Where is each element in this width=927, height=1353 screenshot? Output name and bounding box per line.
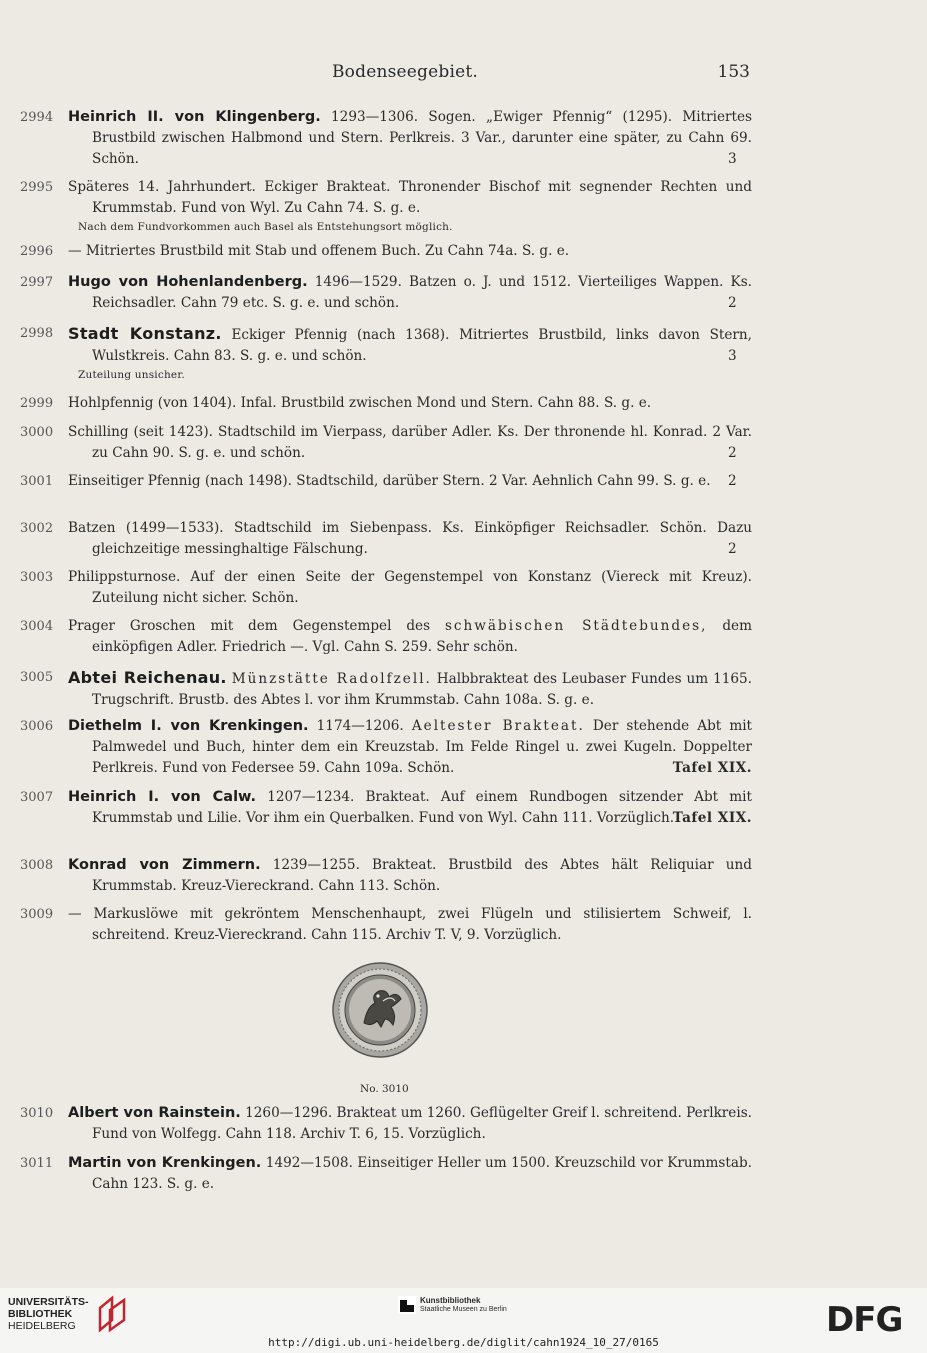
catalog-entry: [20, 716, 752, 779]
entry-text: — Markuslöwe mit gekröntem Menschenhaupt, zwei Flügeln und stilisiertem Schweif, l. schreitend. Kreuz-Viereckrand. Cahn 115. Archiv T. V, 9. Vorzüglich.: [68, 906, 752, 943]
university-library-logo: [8, 1296, 89, 1332]
entry-text: Einseitiger Pfennig (nach 1498). Stadtschild, darüber Stern. 2 Var. Aehnlich Cahn 99. S. g. e.: [68, 473, 711, 489]
entry-number: 2996: [20, 244, 54, 259]
page-number: 153: [717, 62, 750, 82]
entry-name: Konrad von Zimmern.: [68, 857, 261, 873]
entry-text: 1239—1255. Brakteat. Brustbild des Abtes hält Reliquiar und Krummstab. Kreuz-Viereckrand. Cahn 113. Schön.: [92, 857, 752, 894]
entry-text: Späteres 14. Jahrhundert. Eckiger Brakteat. Thronender Bischof mit segnender Rechten und Krummstab. Fund von Wyl. Zu Cahn 74. S. g. e.: [68, 179, 752, 216]
entry-note: Nach dem Fundvorkommen auch Basel als Entstehungsort möglich.: [78, 221, 453, 233]
page-header: [60, 62, 750, 88]
entry-number: 3009: [20, 907, 54, 922]
catalog-entry: 2997 Hugo von Hohenlandenberg. 1496—1529. Batzen o. J. und 1512. Vierteiliges Wappen. Ks. Reichsadler. Cahn 79 etc. S. g. e. und schön. 2: [20, 274, 753, 311]
entry-number: 3010: [20, 1106, 54, 1121]
entry-text: — Mitriertes Brustbild mit Stab und offenem Buch. Zu Cahn 74a. S. g. e.: [68, 243, 570, 259]
entry-text: Eckiger Pfennig (nach 1368). Mitriertes Brustbild, links davon Stern, Wulstkreis. Cahn 83. S. g. e. und schön.: [92, 327, 753, 364]
catalog-entry: [20, 904, 752, 946]
entry-text: 1174—1206.: [316, 718, 404, 734]
catalog-entry: [20, 393, 752, 414]
entry-number: 3000: [20, 425, 54, 440]
catalog-entry: [20, 855, 752, 897]
entry-text: Prager Groschen mit dem Gegenstempel des: [68, 618, 431, 634]
entry-name: Hugo von Hohenlandenberg.: [68, 274, 308, 290]
entry-name: Stadt Konstanz.: [68, 324, 222, 343]
entry-number: 2994: [20, 110, 54, 125]
entry-text: 1492—1508. Einseitiger Heller um 1500. Kreuzschild vor Krummstab. Cahn 123. S. g. e.: [92, 1155, 752, 1192]
entry-name: Albert von Rainstein.: [68, 1105, 241, 1121]
footer-bar: [0, 1288, 927, 1353]
catalog-entry: 3001 Einseitiger Pfennig (nach 1498). Stadtschild, darüber Stern. 2 Var. Aehnlich Cahn 99. S. g. e. 2: [20, 471, 752, 492]
uni-line-3: HEIDELBERG: [8, 1320, 76, 1332]
permalink-url[interactable]: http://digi.ub.uni-heidelberg.de/diglit/cahn1924_10_27/0165: [268, 1336, 659, 1349]
entry-name: Martin von Krenkingen.: [68, 1155, 262, 1171]
uni-line-1: UNIVERSITÄTS-: [8, 1296, 89, 1308]
kunstbibliothek-icon: [398, 1296, 416, 1314]
catalog-entry: [20, 1153, 752, 1195]
entry-text: 1260—1296. Brakteat um 1260. Geflügelter Greif l. schreitend. Perlkreis. Fund von Wolfegg. Cahn 118. Archiv T. 6, 15. Vorzüglich.: [92, 1105, 752, 1142]
entry-text: 1293—1306. Sogen. „Ewiger Pfennig“ (1295). Mitriertes Brustbild zwischen Halbmond und Stern. Perlkreis. 3 Var., darunter eine später, zu Cahn 69. Schön.: [92, 109, 752, 167]
entry-number: 2997: [20, 275, 54, 290]
kb-line-2: Staatliche Museen zu Berlin: [420, 1306, 507, 1313]
entry-number: 3001: [20, 474, 54, 489]
uni-line-2: BIBLIOTHEK: [8, 1308, 73, 1320]
entry-spaced-text: Münzstätte Radolfzell.: [231, 671, 432, 687]
entry-number: 3004: [20, 619, 54, 634]
entry-number: 2995: [20, 180, 54, 195]
plate-reference: Tafel XIX.: [672, 760, 752, 776]
entry-name: Diethelm I. von Krenkingen.: [68, 718, 309, 734]
catalog-entry: 2994 Heinrich II. von Klingenberg. 1293—1306. Sogen. „Ewiger Pfennig“ (1295). Mitriertes Brustbild zwischen Halbmond und Stern. Perlkreis. 3 Var., darunter eine später, zu Cahn 69. Schön. 3: [20, 109, 752, 167]
entry-number: 2999: [20, 396, 54, 411]
entry-text-continued: dem einköpfigen Adler. Friedrich —. Vgl. Cahn S. 259. Sehr schön.: [92, 618, 752, 655]
kunstbibliothek-logo: [398, 1296, 507, 1319]
page-title: Bodenseegebiet.: [331, 62, 479, 82]
entry-number: 3003: [20, 570, 54, 585]
entry-number: 3008: [20, 858, 54, 873]
entry-number: 3006: [20, 719, 54, 734]
entry-number: 3007: [20, 790, 54, 805]
entry-text: Schilling (seit 1423). Stadtschild im Vierpass, darüber Adler. Ks. Der thronende hl. Konrad. 2 Var. zu Cahn 90. S. g. e. und schön.: [68, 424, 752, 461]
catalog-entry: 3002 Batzen (1499—1533). Stadtschild im Siebenpass. Ks. Einköpfiger Reichsadler. Schön. Dazu gleichzeitige messinghaltige Fälschung. 2: [20, 520, 752, 557]
entry-number: 3005: [20, 670, 54, 685]
entry-number: 3002: [20, 521, 54, 536]
figure-caption: No. 3010: [360, 1083, 409, 1095]
entry-spaced-text: schwäbischen Städtebundes,: [444, 618, 708, 634]
catalog-entry: [20, 787, 752, 829]
plate-reference: Tafel XIX.: [672, 810, 752, 826]
catalog-entry: [20, 567, 752, 609]
griffin-coin-icon: [331, 961, 429, 1059]
catalog-entry: [20, 616, 752, 658]
entry-name: Heinrich II. von Klingenberg.: [68, 109, 321, 125]
entry-name: Abtei Reichenau.: [68, 668, 227, 687]
entry-text: Philippsturnose. Auf der einen Seite der Gegenstempel von Konstanz (Viereck mit Kreuz). Zuteilung nicht sicher. Schön.: [68, 569, 752, 606]
catalog-entry: [20, 1103, 752, 1145]
catalog-entry: [20, 177, 752, 236]
entry-number: 3011: [20, 1156, 54, 1171]
entry-spaced-text: Aeltester Brakteat.: [411, 718, 585, 734]
entry-note: Zuteilung unsicher.: [78, 369, 185, 381]
dfg-logo: DFG: [826, 1300, 903, 1340]
entry-text: Batzen (1499—1533). Stadtschild im Siebenpass. Ks. Einköpfiger Reichsadler. Schön. Dazu gleichzeitige messinghaltige Fälschung.: [68, 520, 752, 557]
entry-number: 2998: [20, 326, 54, 341]
catalog-entry: [20, 241, 752, 262]
catalog-entry: 3000 Schilling (seit 1423). Stadtschild im Vierpass, darüber Adler. Ks. Der thronende hl. Konrad. 2 Var. zu Cahn 90. S. g. e. und schön. 2: [20, 424, 752, 461]
entry-text-continued: Der stehende Abt mit Palmwedel und Buch, hinter dem ein Kreuzstab. Im Felde Ringel u. zwei Kugeln. Doppelter Perlkreis. Fund von Federsee 59. Cahn 109a. Schön.: [92, 718, 753, 776]
entry-text: Hohlpfennig (von 1404). Infal. Brustbild zwischen Mond und Stern. Cahn 88. S. g. e.: [68, 395, 652, 411]
kb-line-1: Kunstbibliothek: [420, 1296, 481, 1305]
entry-name: Heinrich I. von Calw.: [68, 789, 257, 805]
university-emblem-icon: [96, 1294, 130, 1334]
entry-text: Halbbrakteat des Leubaser Fundes um 1165. Trugschrift. Brustb. des Abtes l. vor ihm Krummstab. Cahn 108a. S. g. e.: [92, 671, 752, 708]
catalog-entry: [20, 667, 752, 711]
entry-text: 1207—1234. Brakteat. Auf einem Rundbogen sitzender Abt mit Krummstab und Lilie. Vor ihm ein Querbalken. Fund von Wyl. Cahn 111. Vorzüglich.: [92, 789, 752, 826]
entry-text: 1496—1529. Batzen o. J. und 1512. Vierteiliges Wappen. Ks. Reichsadler. Cahn 79 etc. S. g. e. und schön.: [92, 274, 753, 311]
catalog-entry: 2998 Stadt Konstanz. Eckiger Pfennig (nach 1368). Mitriertes Brustbild, links davon Stern, Wulstkreis. Cahn 83. S. g. e. und schön. 3 Zuteilung unsicher.: [20, 323, 752, 384]
